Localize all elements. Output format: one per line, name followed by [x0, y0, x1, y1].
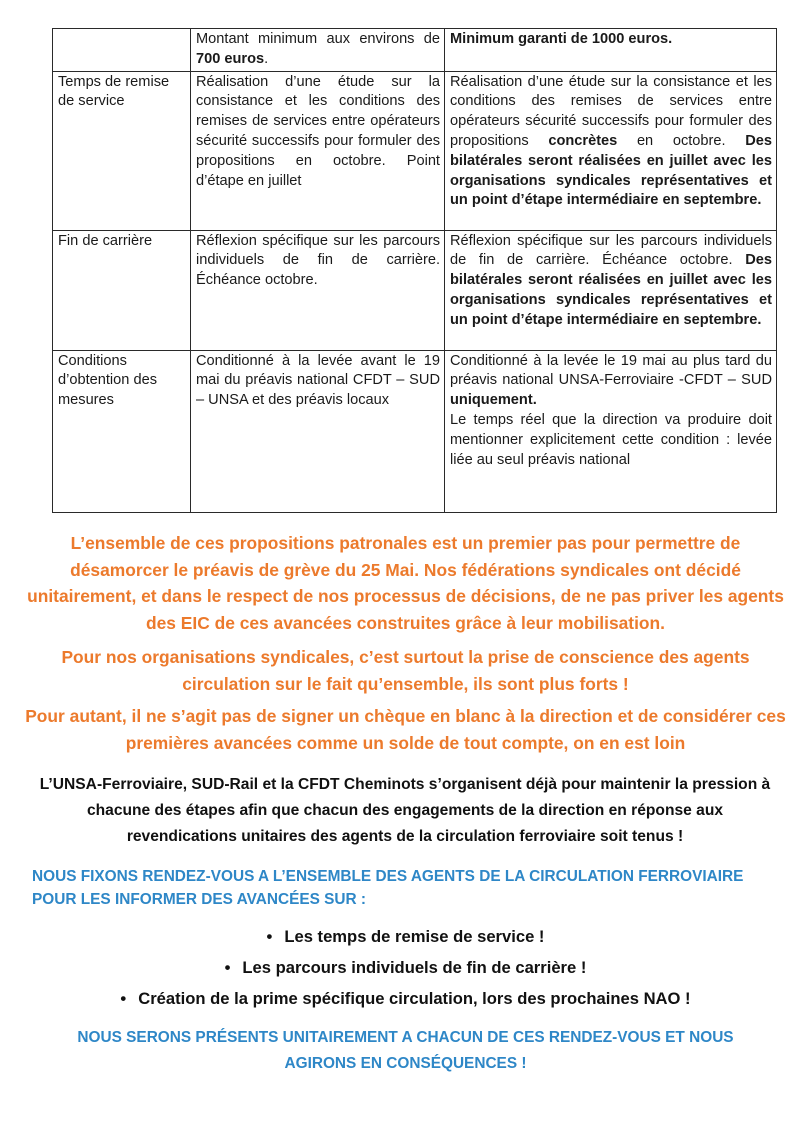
cell-proposal-initial: Réalisation d’une étude sur la consistance et les conditions des remises de services entre opérateurs sécurité successifs pour formuler des propositions en octobre. Point d’étape en juillet: [191, 71, 445, 230]
closing-statement: NOUS SERONS PRÉSENTS UNITAIREMENT A CHACUN DE CES RENDEZ-VOUS ET NOUS AGIRONS EN CONSÉQUENCES !: [77, 1029, 734, 1072]
table-row: [53, 350, 777, 512]
bullet-icon: •: [224, 958, 231, 977]
row-label: Fin de carrière: [53, 230, 191, 350]
cell-proposal-final: Conditionné à la levée le 19 mai au plus tard du préavis national UNSA-Ferroviaire -CFDT – SUD uniquement. Le temps réel que la direction va produire doit mentionner explicitement cette condition : levée liée au seul préavis national: [445, 350, 777, 512]
cell-proposal-initial: Réflexion spécifique sur les parcours individuels de fin de carrière. Échéance octobre.: [191, 230, 445, 350]
bullet-item: [0, 957, 811, 979]
unions-statement: L’UNSA-Ferroviaire, SUD-Rail et la CFDT Cheminots s’organisent déjà pour maintenir la pression à chacune des étapes afin que chacun des engagements de la direction en réponse aux revendications unitaires des agents de la circulation ferroviaire soit tenus !: [39, 776, 771, 845]
table-row: [53, 230, 777, 350]
bullet-item: [0, 926, 811, 948]
table-row: [53, 29, 777, 72]
row-label: [53, 29, 191, 72]
bullet-icon: •: [120, 989, 127, 1008]
rendezvous-heading: NOUS FIXONS RENDEZ-VOUS A L’ENSEMBLE DES AGENTS DE LA CIRCULATION FERROVIAIRE POUR LES INFORMER DES AVANCÉES SUR :: [32, 868, 744, 908]
cell-proposal-final: Réalisation d’une étude sur la consistance et les conditions des remises de services entre opérateurs sécurité successifs pour formuler des propositions concrètes en octobre. Des bilatérales seront réalisées en juillet avec les organisations syndicales représentatives et un point d’étape intermédiaire en septembre.: [445, 71, 777, 230]
cell-proposal-final: Réflexion spécifique sur les parcours individuels de fin de carrière. Échéance octobre. Des bilatérales seront réalisées en juillet avec les organisations syndicales représentatives et un point d’étape intermédiaire en septembre.: [445, 230, 777, 350]
bullet-icon: •: [266, 927, 273, 946]
orange-paragraph-proposals: L’ensemble de ces propositions patronales est un premier pas pour permettre de désamorcer le préavis de grève du 25 Mai. Nos fédérations syndicales ont décidé unitairement, et dans le respect de nos processus de décisions, de ne pas priver les agents des EIC de ces avancées construites grâce à leur mobilisation.: [27, 533, 784, 633]
row-label: Temps de remise de service: [53, 71, 191, 230]
bullet-text: Création de la prime spécifique circulation, lors des prochaines NAO !: [138, 989, 691, 1008]
comparison-table: [52, 28, 777, 513]
bullet-text: Les temps de remise de service !: [284, 927, 545, 946]
cell-proposal-initial: Conditionné à la levée avant le 19 mai du préavis national CFDT – SUD – UNSA et des préavis locaux: [191, 350, 445, 512]
bullet-text: Les parcours individuels de fin de carrière !: [242, 958, 587, 977]
cell-proposal-final: Minimum garanti de 1000 euros.: [445, 29, 777, 72]
cell-proposal-initial: Montant minimum aux environs de 700 euros.: [191, 29, 445, 72]
orange-paragraph-blank-check: Pour autant, il ne s’agit pas de signer un chèque en blanc à la direction et de considérer ces premières avancées comme un solde de tout compte, on en est loin: [25, 706, 786, 753]
bullet-item: [0, 988, 811, 1010]
orange-paragraph-awareness: Pour nos organisations syndicales, c’est surtout la prise de conscience des agents circulation sur le fait qu’ensemble, ils sont plus forts !: [61, 647, 750, 694]
row-label: Conditions d’obtention des mesures: [53, 350, 191, 512]
table-row: [53, 71, 777, 230]
